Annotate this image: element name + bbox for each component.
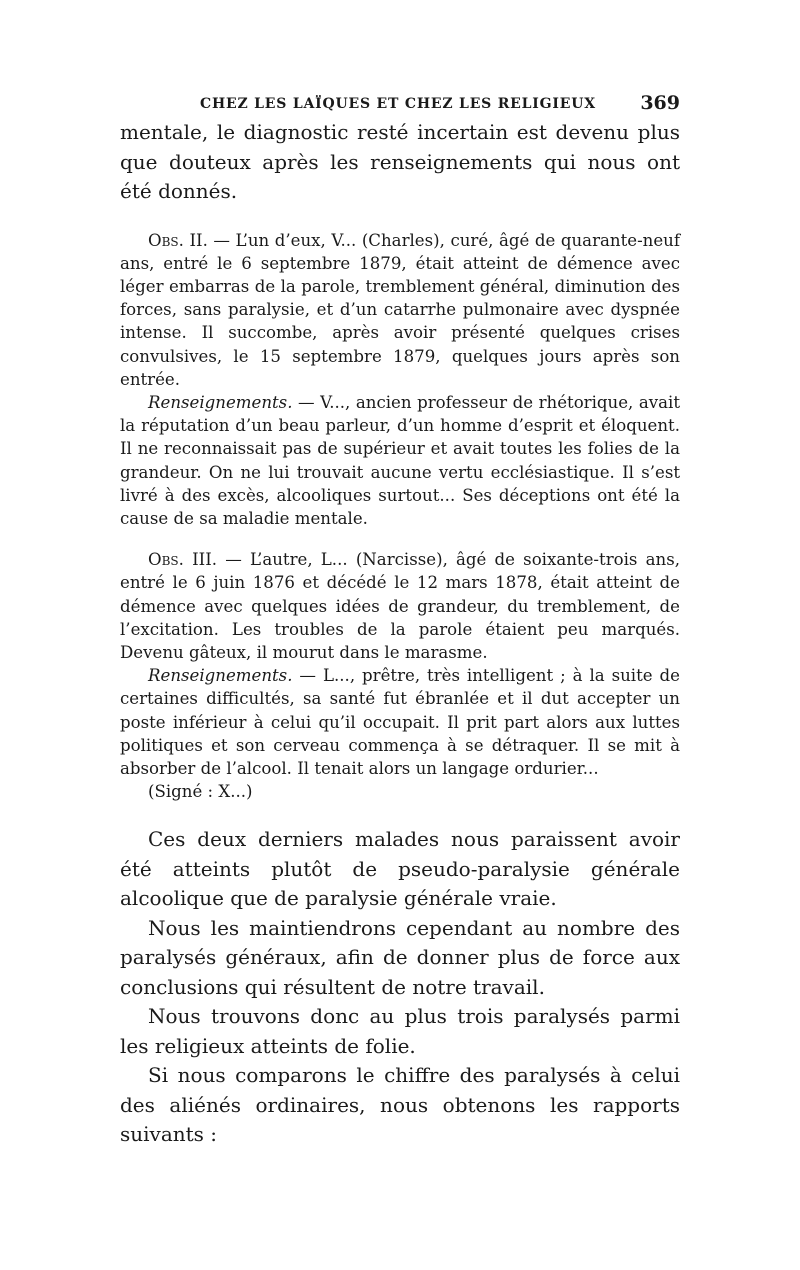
intro-paragraph: mentale, le diagnostic resté incertain est devenu plus que douteux après les renseignements qui nous ont été donnés. — [120, 120, 680, 203]
running-head — [120, 92, 680, 116]
conclusion-paragraph: Nous les maintiendrons cependant au nombre des paralysés généraux, afin de donner plus de force aux conclusions qui résultent de notre travail. — [120, 915, 680, 999]
conclusion-paragraph: Ces deux derniers malades nous paraissent avoir été atteints plutôt de pseudo-paralysie générale alcoolique que de paralysie générale vraie. — [120, 827, 680, 911]
body-text — [120, 118, 680, 1150]
observation-text: — L’autre, L... (Narcisse), âgé de soixante-trois ans, entré le 6 juin 1876 et décédé le 12 mars 1878, était atteint de démence avec quelques idées de grandeur, du tremblement, de l’excitation. Les troubles de la parole étaient peu marqués. Devenu gâteux, il mourut dans le marasme. — [120, 550, 680, 662]
observation-3 — [120, 548, 680, 664]
observation-text: — L’un d’eux, V... (Charles), curé, âgé de quarante-neuf ans, entré le 6 septembre 1879, était atteint de démence avec léger embarras de la parole, tremblement général, diminution des forces, sans paralysie, et d’un catarrhe pulmonaire avec dyspnée intense. Il succombe, après avoir présenté quelques crises convulsives, le 15 septembre 1879, quelques jours après son entrée. — [120, 230, 681, 389]
observation-3-info — [120, 664, 680, 803]
page-number: 369 — [640, 92, 680, 114]
renseignements-text: — L..., prêtre, très intelligent ; à la suite de certaines difficultés, sa santé fut ébranlée et il dut accepter un poste inférieur à celui qu’il occupait. Il prit part alors aux luttes politiques et son cerveau commença à se détraquer. Il se mit à absorber de l’alcool. Il tenait alors un langage ordurier... — [120, 666, 680, 778]
running-title: CHEZ LES LAÏQUES ET CHEZ LES RELIGIEUX — [200, 96, 596, 112]
observation-2 — [120, 229, 680, 391]
renseignements-label: Renseignements. — [148, 666, 293, 686]
observation-2-info — [120, 391, 680, 530]
conclusion-paragraph: Si nous comparons le chiffre des paralysés à celui des aliénés ordinaires, nous obtenons les rapports suivants : — [120, 1063, 680, 1147]
signature: (Signé : X...) — [148, 782, 253, 802]
conclusion-paragraph: Nous trouvons donc au plus trois paralysés parmi les religieux atteints de folie. — [120, 1004, 680, 1058]
renseignements-label: Renseignements. — [148, 392, 293, 412]
observation-label: Obs. III. — [148, 550, 218, 570]
observation-label: Obs. II. — [148, 230, 208, 250]
renseignements-text: — V..., ancien professeur de rhétorique, avait la réputation d’un beau parleur, d’un homme d’esprit et éloquent. Il ne reconnaissait pas de supérieur et avait toutes les folies de la grandeur. On ne lui trouvait aucune vertu ecclésiastique. Il s’est livré à des excès, alcooliques surtout... Ses déceptions ont été la cause de sa maladie mentale. — [120, 392, 680, 528]
